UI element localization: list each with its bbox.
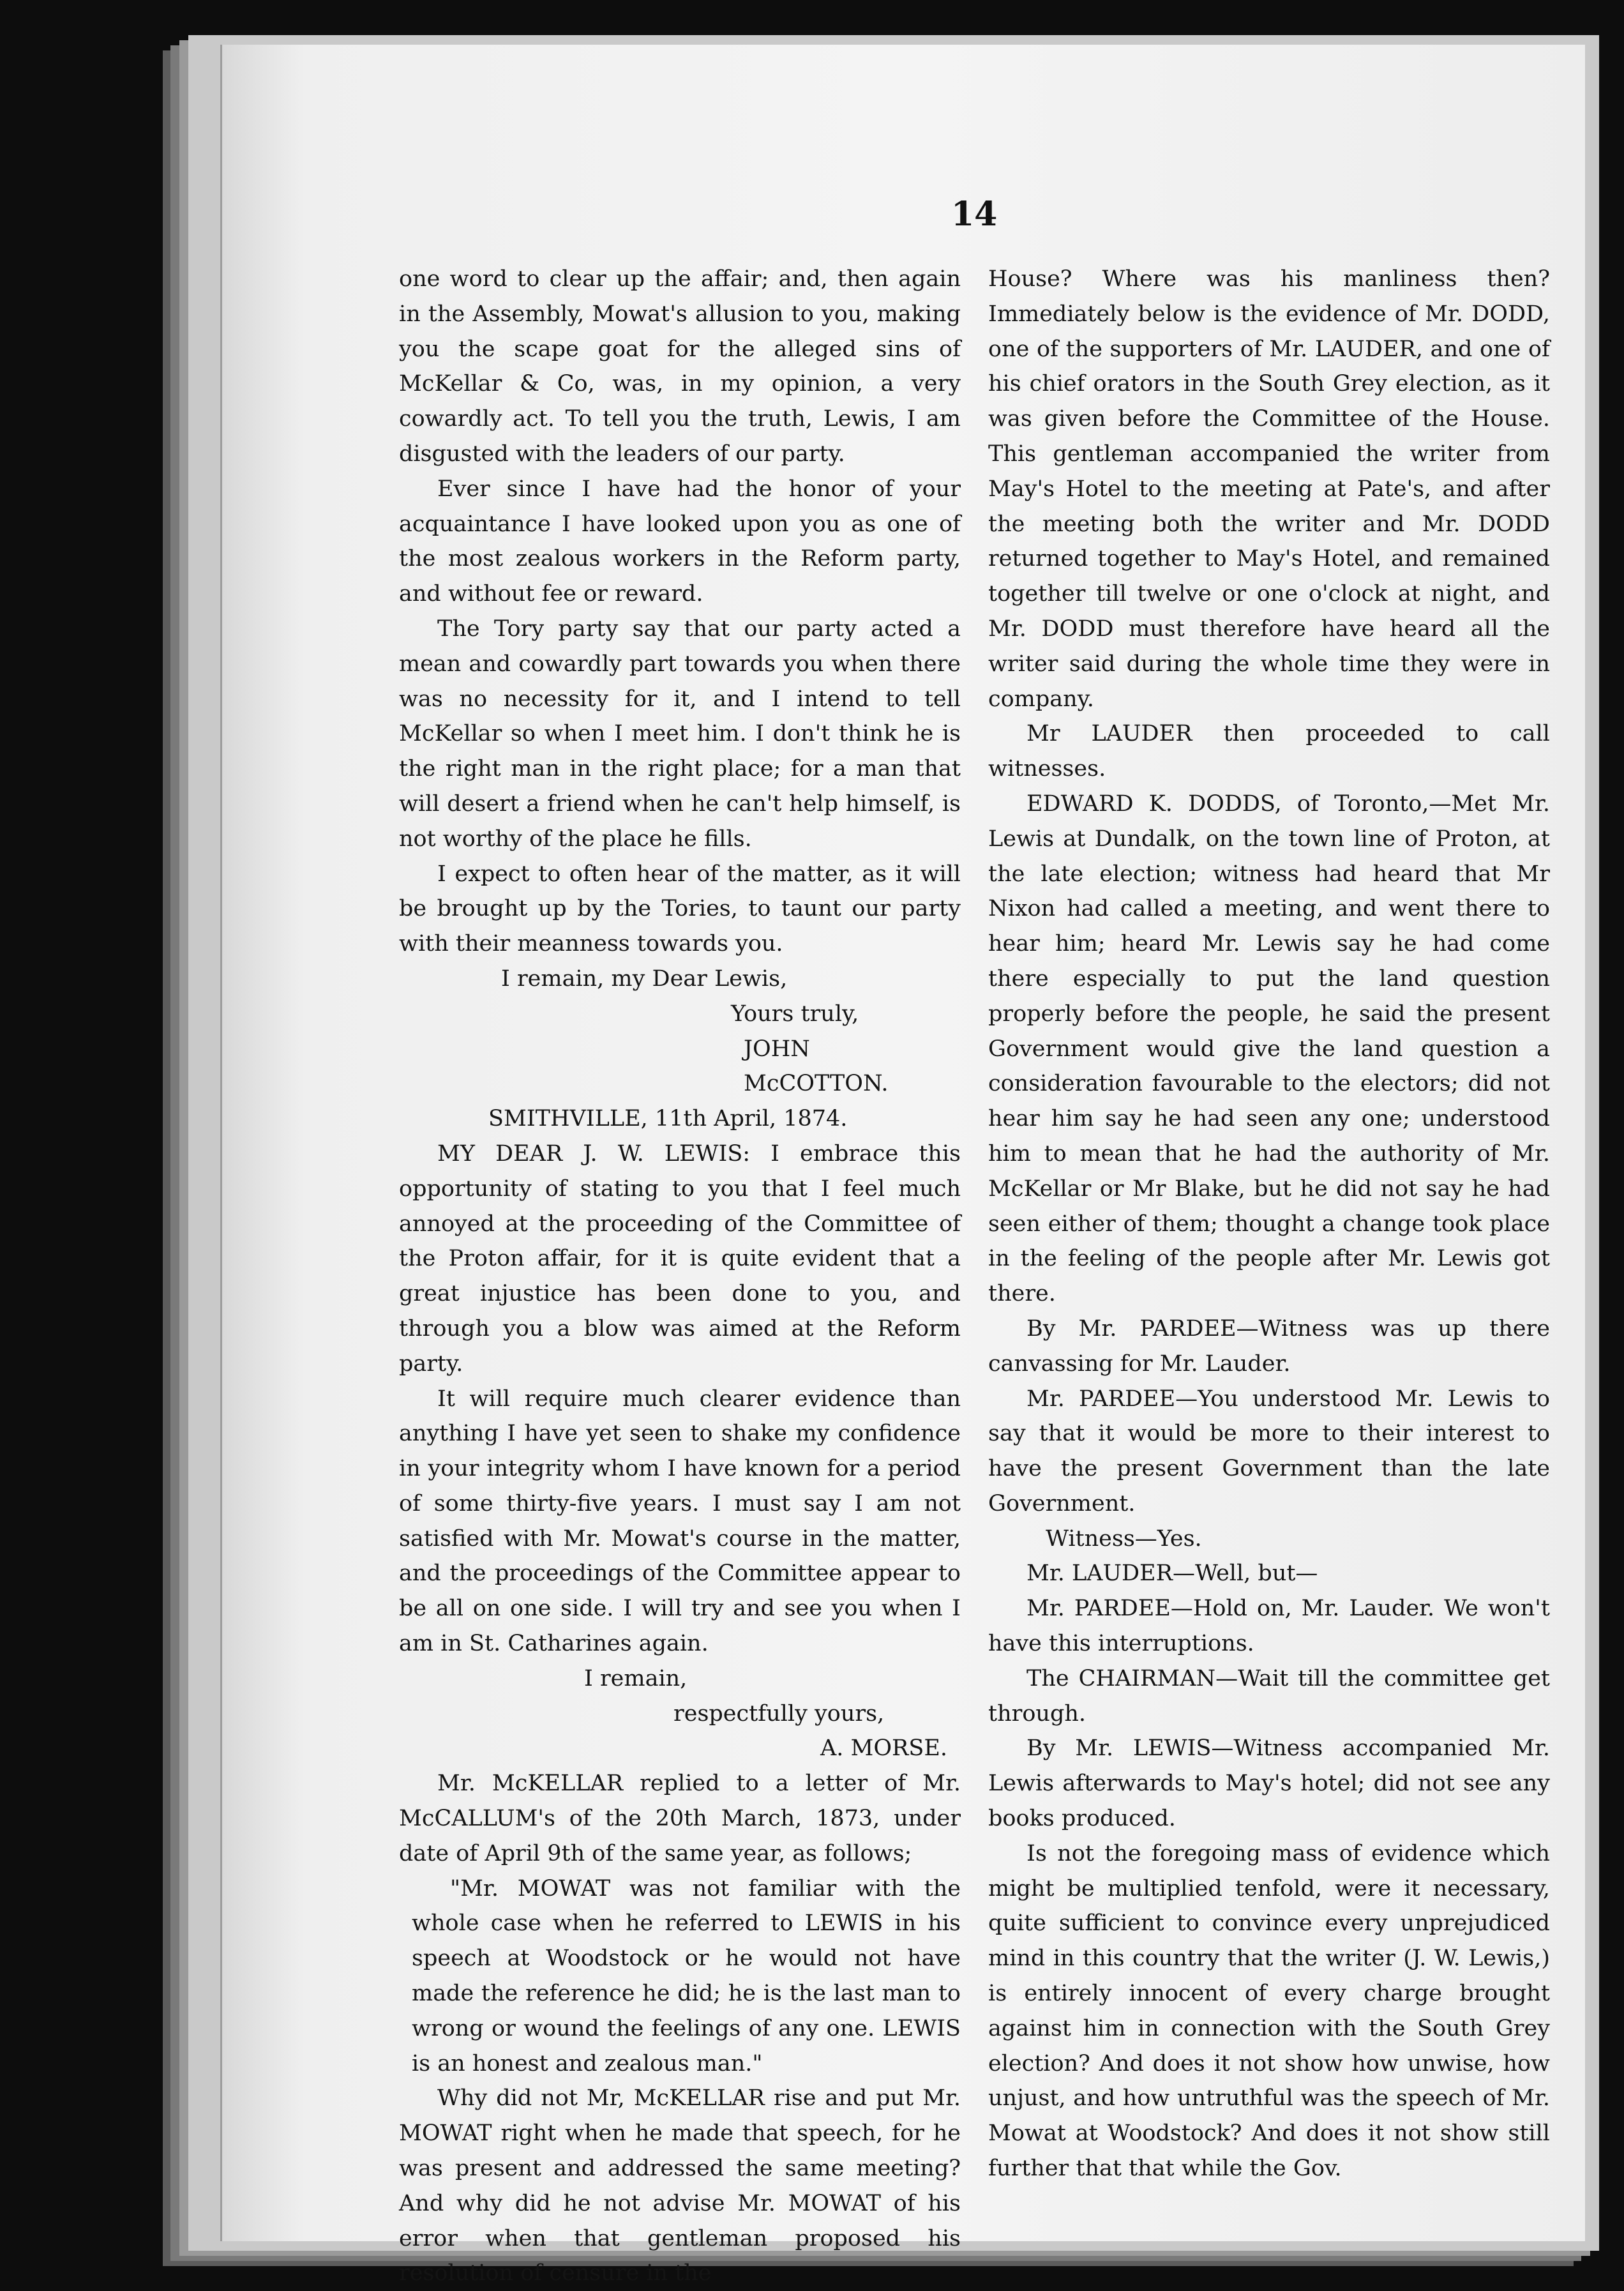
paragraph: EDWARD K. DODDS, of Toronto,—Met Mr. Lewis at Dundalk, on the town line of Proton, at the late election; witness had heard that Mr Nixon had called a meeting, and went there to hear him; heard Mr. Lewis say he had come there especially to put the land question properly before the people, he said the present Government would give the land question a consideration favourable to the electors; did not hear him say he had seen any one; understood him to mean that he had the authority of Mr. McKellar or Mr Blake, but he did not say he had seen either of them; thought a change took place in the feeling of the people after Mr. Lewis got there.	[988, 790, 1550, 1307]
paragraph: Mr. LAUDER—Well, but—	[1026, 1561, 1318, 1587]
paragraph: It will require much clearer evidence than anything I have yet seen to shake my confidence in your integrity whom I have known for a period of some thirty-five years. I must say I am not satisfied with Mr. Mowat's course in the matter, and the proceedings of the Committee appear to be all on one side. I will try and see you when I am in St. Catharines again.	[399, 1386, 961, 1657]
paragraph: Mr. PARDEE—Hold on, Mr. Lauder. We won't have this interruptions.	[988, 1596, 1550, 1657]
paragraph: Ever since I have had the honor of your acquaintance I have looked upon you as one of the most zealous workers in the Reform party, and without fee or reward.	[399, 476, 961, 607]
letter-closing: respectfully yours,	[673, 1700, 885, 1727]
paragraph: Is not the foregoing mass of evidence which might be multiplied tenfold, were it necessary, quite sufficient to convince every unprejudiced mind in this country that the writer (J. W. Lewis,) is entirely innocent of every charge brought against him in connection with the South Grey election? And does it not show how unwise, how unjust, and how untruthful was the speech of Mr. Mowat at Woodstock? And does it not show still further that that while the Gov.	[988, 1840, 1550, 2182]
signature: JOHN McCOTTON.	[744, 1036, 889, 1097]
paragraph: MY DEAR J. W. LEWIS: I embrace this opportunity of stating to you that I feel much annoyed at the proceeding of the Committee of the Proton affair, for it is quite evident that a great injustice has been done to you, and through you a blow was aimed at the Reform party.	[399, 1140, 961, 1377]
paragraph: one word to clear up the affair; and, then again in the Assembly, Mowat's allusion to you, making you the scape goat for the alleged sins of McKellar & Co, was, in my opinion, a very cowardly act. To tell you the truth, Lewis, I am disgusted with the leaders of our party.	[399, 266, 961, 467]
quotation: "Mr. MOWAT was not familiar with the whole case when he referred to LEWIS in his speech at Woodstock or he would not have made the reference he did; he is the last man to wrong or wound the feelings of any one. LEWIS is an honest and zealous man."	[412, 1875, 961, 2076]
paragraph: By Mr. PARDEE—Witness was up there canvassing for Mr. Lauder.	[988, 1315, 1550, 1377]
signature: A. MORSE.	[820, 1735, 948, 1762]
paragraph: House? Where was his manliness then? Immediately below is the evidence of Mr. DODD, one of the supporters of Mr. LAUDER, and one of his chief orators in the South Grey election, as it was given before the Committee of the House. This gentleman accompanied the writer from May's Hotel to the meeting at Pate's, and after the meeting both the writer and Mr. DODD returned together to May's Hotel, and remained together till twelve or one o'clock at night, and Mr. DODD must therefore have heard all the writer said during the whole time they were in company.	[988, 266, 1550, 712]
left-column	[399, 262, 961, 2291]
letter-closing: I remain, my Dear Lewis,	[501, 965, 788, 992]
letter-closing: Yours truly,	[731, 1001, 859, 1027]
dateline: SMITHVILLE, 11th April, 1874.	[488, 1106, 848, 1132]
right-column	[988, 262, 1550, 2186]
paragraph: The Tory party say that our party acted a mean and cowardly part towards you when there was no necessity for it, and I intend to tell McKellar so when I meet him. I don't think he is the right man in the right place; for a man that will desert a friend when he can't help himself, is not worthy of the place he fills.	[399, 616, 961, 852]
paragraph: I expect to often hear of the matter, as it will be brought up by the Tories, to taunt our party with their meanness towards you.	[399, 861, 961, 957]
paragraph: Mr. McKELLAR replied to a letter of Mr. McCALLUM's of the 20th March, 1873, under date of April 9th of the same year, as follows;	[399, 1771, 961, 1866]
paragraph: The CHAIRMAN—Wait till the committee get through.	[988, 1665, 1550, 1727]
paragraph: Mr LAUDER then proceeded to call witnesses.	[988, 721, 1550, 782]
paragraph: Mr. PARDEE—You understood Mr. Lewis to say that it would be more to their interest to have the present Government than the late Government.	[988, 1386, 1550, 1516]
paragraph: Witness—Yes.	[1046, 1525, 1202, 1552]
page-number: 14	[951, 195, 998, 234]
paragraph: By Mr. LEWIS—Witness accompanied Mr. Lewis afterwards to May's hotel; did not see any books produced.	[988, 1735, 1550, 1832]
letter-closing: I remain,	[584, 1665, 688, 1691]
paragraph: Why did not Mr, McKELLAR rise and put Mr. MOWAT right when he made that speech, for he was present and addressed the same meeting? And why did he not advise Mr. MOWAT of his error when that gentleman proposed his resolution of censure in the	[399, 2085, 961, 2287]
